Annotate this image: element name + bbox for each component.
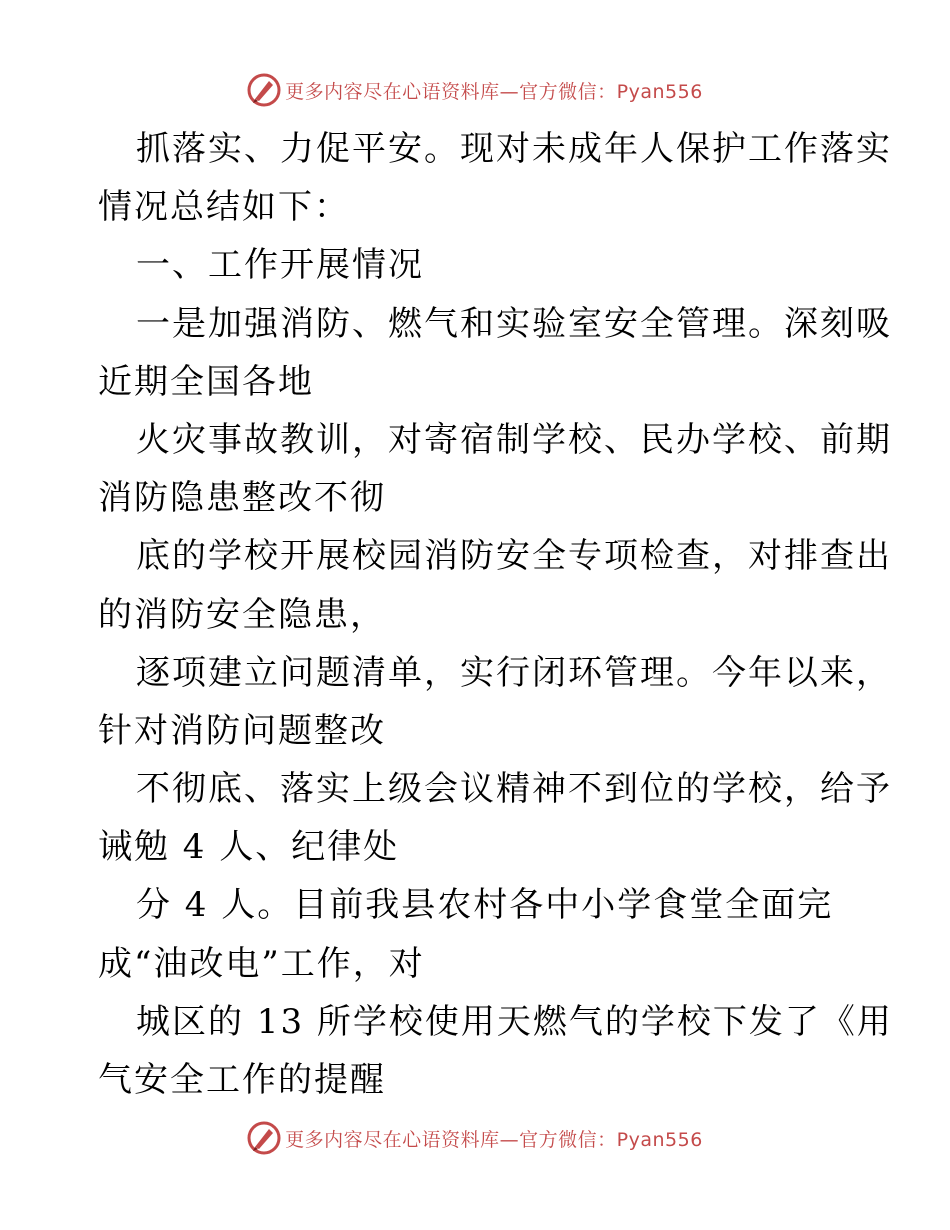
- header-account: Pyan556: [616, 80, 703, 103]
- header-banner: [0, 70, 950, 110]
- footer-text: 更多内容尽在心语资料库—官方微信：Pyan556: [285, 1128, 703, 1151]
- footer-banner: [0, 1118, 950, 1158]
- paragraph-line: 气安全工作的提醒: [98, 1060, 386, 1100]
- header-text: 更多内容尽在心语资料库—官方微信：Pyan556: [285, 80, 703, 103]
- paragraph-line: 针对消防问题整改: [98, 710, 386, 751]
- paragraph-line: 底的学校开展校园消防安全专项检查，对排查出: [136, 536, 892, 577]
- paragraph-line: 火灾事故教训，对寄宿制学校、民办学校、前期: [136, 419, 892, 460]
- quill-pen-logo-icon: [247, 1121, 281, 1155]
- paragraph-line: 一是加强消防、燃气和实验室安全管理。深刻吸: [136, 303, 892, 344]
- document-body: [98, 120, 893, 1109]
- paragraph-line: 抓落实、力促平安。现对未成年人保护工作落实: [136, 129, 892, 169]
- paragraph-line: 分 4 人。目前我县农村各中小学食堂全面完: [136, 885, 834, 926]
- quill-pen-logo-icon: [247, 73, 281, 107]
- paragraph-line: 不彻底、落实上级会议精神不到位的学校，给予: [136, 769, 892, 810]
- footer-account: Pyan556: [616, 1128, 703, 1151]
- paragraph-line: 的消防安全隐患，: [98, 594, 386, 635]
- section-heading: 一、工作开展情况: [136, 245, 424, 286]
- paragraph-line: 近期全国各地: [98, 361, 314, 402]
- paragraph-line: 消防隐患整改不彻: [98, 478, 386, 519]
- paragraph-line: 成“油改电”工作，对: [98, 943, 425, 984]
- paragraph-line: 逐项建立问题清单，实行闭环管理。今年以来，: [136, 652, 892, 693]
- paragraph-line: 城区的 13 所学校使用天燃气的学校下发了《用: [136, 1001, 893, 1042]
- paragraph-line: 情况总结如下：: [98, 187, 350, 228]
- paragraph-line: 诫勉 4 人、纪律处: [98, 827, 400, 868]
